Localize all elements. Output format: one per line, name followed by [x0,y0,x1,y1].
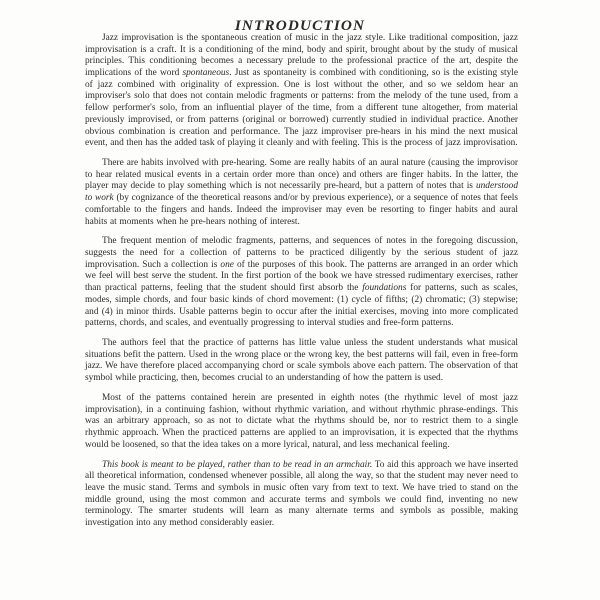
paragraph: Most of the patterns contained herein are presented in eighth notes (the rhythmic level of most jazz improvisation), in a continuing fashion, without rhythmic variation, and without rhythmic phrase-endings. This was an arbitrary approach, so as not to dictate what the rhythms should be, nor to restrict them to a single rhythmic approach. When the practiced patterns are applied to an improvisation, it is expected that the rhythms would be loosened, so that the idea takes on a more lyrical, natural, and less mechanical feeling. [85,393,518,450]
paragraph: There are habits involved with pre-hearing. Some are really habits of an aural nature (causing the improvisor to hear related musical events in a certain order more than once) and others are finger habits. In the latter, the player may decide to play something which is not necessarily pre-heard, but a pattern of notes that is understood to work (by cognizance of the theoretical reasons and/or by previous experience), or a sequence of notes that feels comfortable to the fingers and hands. Indeed the improviser may even be resorting to finger habits and aural habits at moments when he pre-hears nothing of interest. [85,158,518,227]
emphasized-text: This book is meant to be played, rather than to be read in an armchair. [102,459,373,470]
paragraph: Jazz improvisation is the spontaneous creation of music in the jazz style. Like traditional composition, jazz improvisation is a craft. It is a conditioning of the mind, body and spirit, brought about by the study of musical principles. This conditioning becomes a necessary prelude to the professional practice of the art, despite the implications of the word spontaneous. Just as spontaneity is combined with conditioning, so is the existing style of jazz combined with originality of expression. One is lost without the other, and so we seldom hear an improviser's solo that does not contain melodic fragments or patterns: from the melody of the tune used, from a fellow performer's solo, from an influential player of the time, from a different tune altogether, from material previously improvised, or from patterns (original or borrowed) currently studied in individual practice. Another obvious combination is creation and performance. The jazz improviser pre-hears in his mind the next musical event, and then has the added task of playing it cleanly and with feeling. This is the process of jazz improvisation. [85,33,518,149]
paragraph: The frequent mention of melodic fragments, patterns, and sequences of notes in the foregoing discussion, suggests the need for a collection of patterns to be practiced diligently by the serious student of jazz improvisation. Such a collection is one of the purposes of this book. The patterns are arranged in an order which we feel will best serve the student. In the first portion of the book we have stressed rudimentary exercises, rather than practical patterns, feeling that the student should first absorb the foundations for patterns, such as scales, modes, simple chords, and four basic kinds of chord movement: (1) cycle of fifths; (2) chromatic; (3) stepwise; and (4) in minor thirds. Usable patterns begin to occur after the initial exercises, moving into more complicated patterns, chords, and scales, and eventually progressing to interval studies and free-form patterns. [85,236,518,329]
emphasized-text: understood to work [85,181,518,204]
paragraph: The authors feel that the practice of patterns has little value unless the student understands what musical situations befit the pattern. Used in the wrong place or the wrong key, the best patterns will fail, even in free-form jazz. We have therefore placed accompanying chord or scale symbols above each pattern. The observation of that symbol while practicing, then, becomes crucial to an understanding of how the pattern is used. [85,338,518,384]
paragraph: This book is meant to be played, rather than to be read in an armchair. To aid this approach we have inserted all theoretical information, condensed whenever possible, all along the way, so that the student may never need to leave the music stand. Terms and symbols in music often vary from text to text. We have tried to stand on the middle ground, using the most common and accurate terms and symbols we could find, inventing no new terminology. The smarter students will learn as many alternate terms and symbols as possible, making investigation into any method considerably easier. [85,459,518,529]
emphasized-text: spontaneous [182,68,230,79]
body-text-column [85,33,518,530]
emphasized-text: one [220,259,234,270]
page-title: INTRODUCTION [234,17,366,35]
emphasized-text: foundations [362,283,407,294]
